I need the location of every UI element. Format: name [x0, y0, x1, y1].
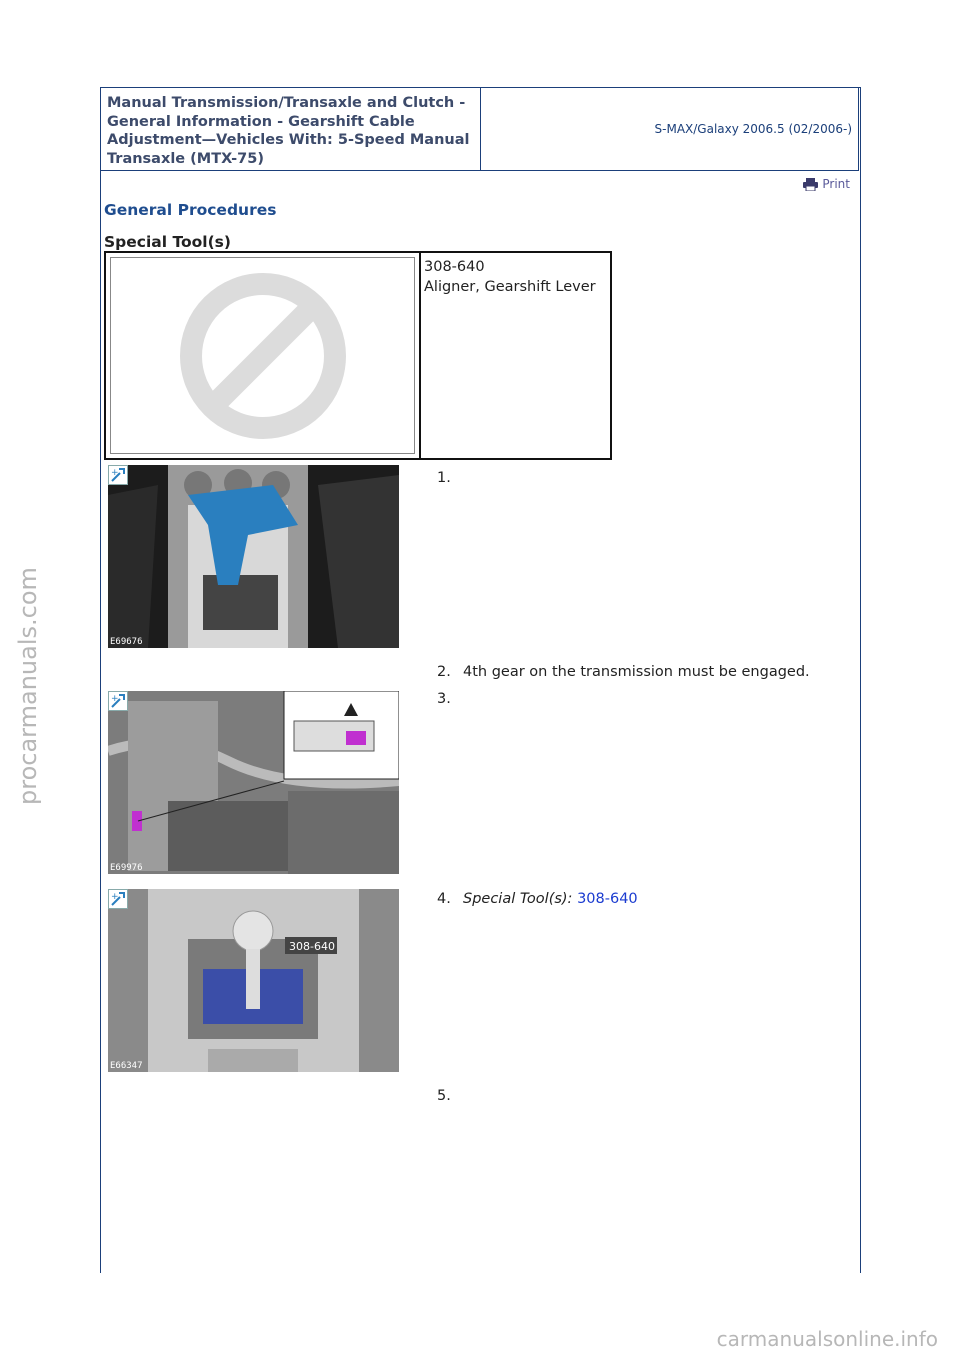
section-title: General Procedures	[104, 201, 277, 219]
step-3	[437, 691, 463, 707]
step-number: 1.	[437, 470, 451, 486]
step-4-image[interactable]	[108, 889, 399, 1072]
step-number: 5.	[437, 1088, 451, 1104]
step-prefix: Special Tool(s):	[463, 891, 573, 907]
watermark-left: procarmanuals.com	[14, 567, 42, 805]
svg-text:+: +	[111, 468, 119, 478]
image-code: E69676	[110, 637, 143, 647]
printer-icon	[803, 178, 818, 191]
document-title: Manual Transmission/Transaxle and Clutch - General Information - Gearshift Cable Adjustment—Vehicles With: 5-Speed Manual Transaxle (MTX-75)	[101, 88, 481, 170]
step-3-image[interactable]	[108, 691, 399, 874]
svg-text:+: +	[111, 694, 119, 704]
step-number: 4.	[437, 891, 451, 907]
step-text: 4th gear on the transmission must be engaged.	[463, 664, 810, 680]
step-4	[437, 891, 638, 907]
step-1-image[interactable]	[108, 465, 399, 648]
transmission-cable-illustration	[108, 691, 399, 874]
image-code: E66347	[110, 1061, 143, 1071]
zoom-icon[interactable]	[108, 889, 128, 909]
gearshift-console-illustration	[108, 465, 399, 648]
step-number: 2.	[437, 664, 451, 680]
svg-text:+: +	[111, 892, 119, 902]
step-2	[437, 664, 810, 680]
tool-text-cell	[421, 253, 610, 458]
tool-number: 308-640	[424, 259, 485, 275]
vehicle-model: S-MAX/Galaxy 2006.5 (02/2006-)	[654, 122, 852, 136]
callout-label: 308-640	[289, 940, 335, 953]
special-tools-heading: Special Tool(s)	[104, 233, 231, 251]
zoom-icon[interactable]	[108, 465, 128, 485]
no-image-icon	[178, 271, 348, 441]
shift-lever-aligner-illustration	[108, 889, 399, 1072]
print-button[interactable]	[803, 177, 850, 191]
tool-image	[110, 257, 415, 454]
special-tool-table	[104, 251, 612, 460]
step-number: 3.	[437, 691, 451, 707]
step-5	[437, 1088, 463, 1104]
zoom-icon[interactable]	[108, 691, 128, 711]
image-code: E69976	[110, 863, 143, 873]
special-tool-link[interactable]: 308-640	[577, 891, 638, 907]
document-header	[100, 87, 859, 171]
step-1	[437, 470, 463, 486]
watermark-bottom: carmanualsonline.info	[716, 1327, 938, 1351]
tool-name: Aligner, Gearshift Lever	[424, 279, 596, 295]
tool-image-cell	[106, 253, 421, 458]
print-label[interactable]: Print	[822, 177, 850, 191]
